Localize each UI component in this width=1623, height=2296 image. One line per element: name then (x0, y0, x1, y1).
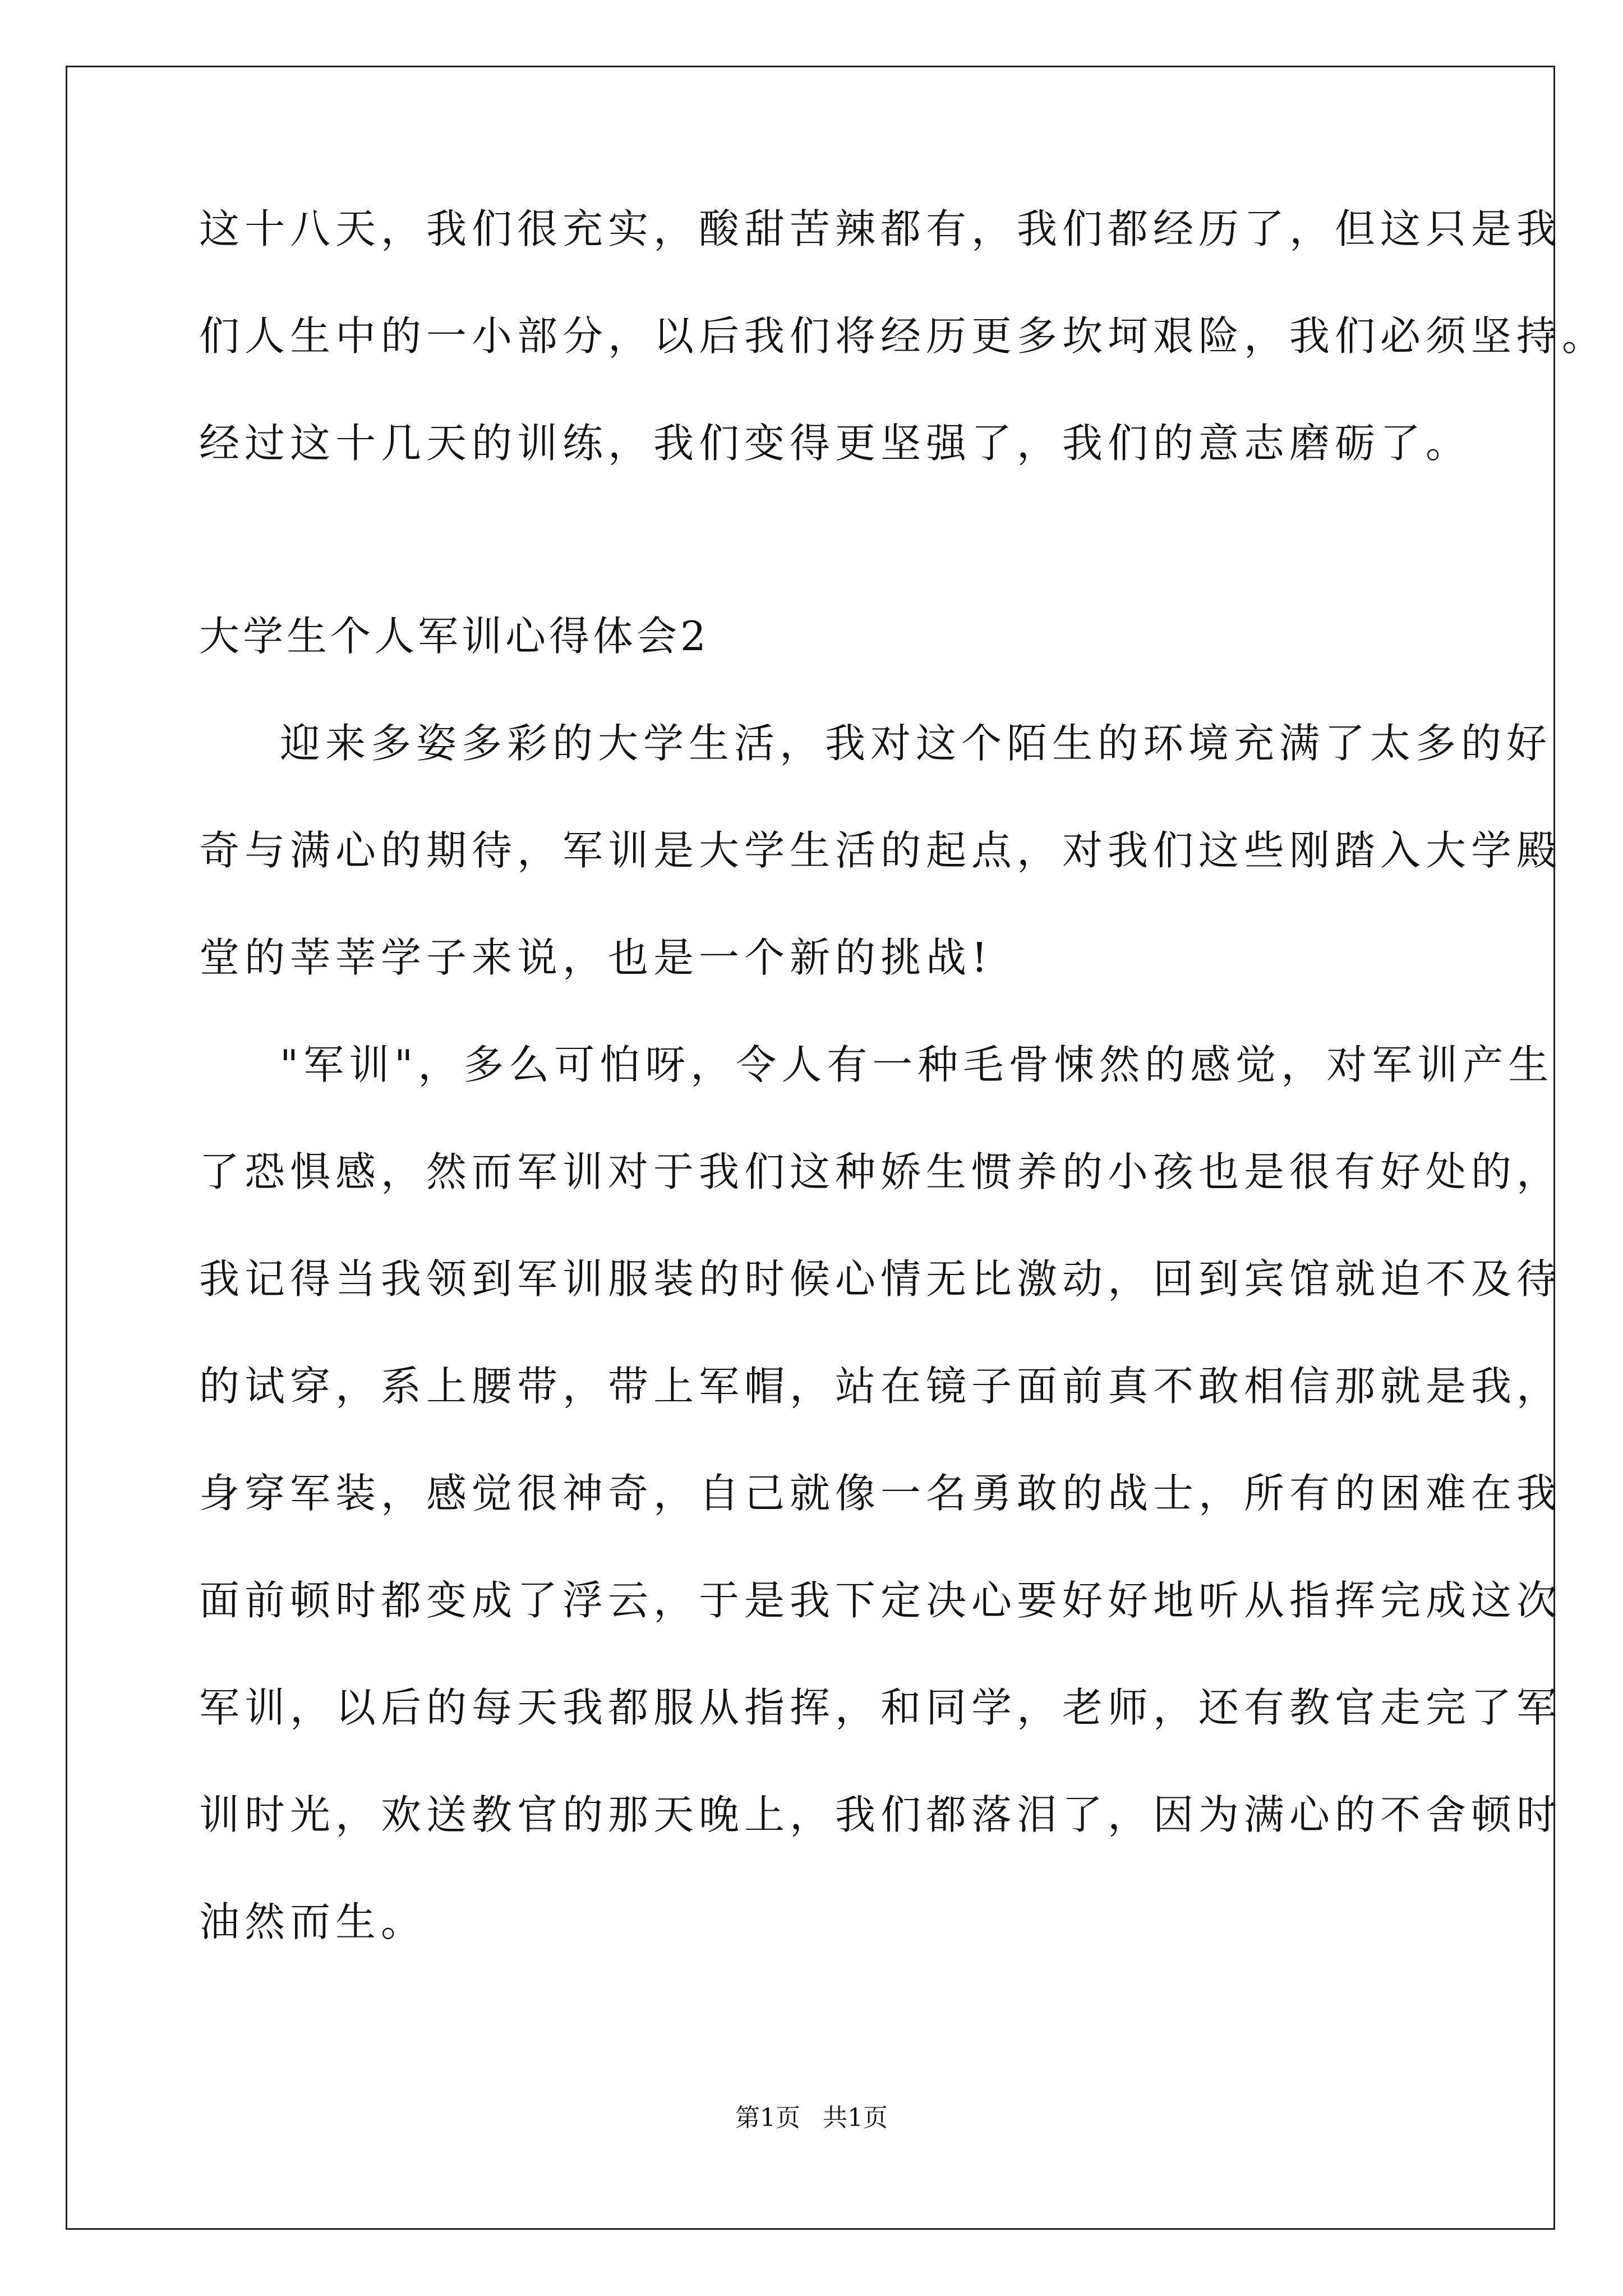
text-line: 我记得当我领到军训服装的时候心情无比激动，回到宾馆就迫不及待 (199, 1255, 1562, 1303)
page-footer (0, 2102, 1623, 2134)
text-line: "军训"，多么可怕呀，令人有一种毛骨悚然的感觉，对军训产生 (280, 1041, 1554, 1088)
paragraph-3 (199, 1038, 1562, 1949)
paragraph-1 (199, 202, 1608, 470)
text-line: 经过这十几天的训练，我们变得更坚强了，我们的意志磨砺了。 (199, 420, 1472, 467)
text-line: 油然而生。 (199, 1898, 427, 1945)
text-line: 迎来多姿多彩的大学生活，我对这个陌生的环境充满了太多的好 (280, 720, 1552, 767)
text-line: 了恐惧感，然而军训对于我们这种娇生惯养的小孩也是很有好处的， (199, 1148, 1562, 1195)
paragraph-2 (199, 716, 1562, 984)
text-line: 军训，以后的每天我都服从指挥，和同学，老师，还有教官走完了军 (199, 1684, 1562, 1731)
text-line: 堂的莘莘学子来说，也是一个新的挑战! (199, 934, 993, 981)
text-line: 这十八天，我们很充实，酸甜苦辣都有，我们都经历了，但这只是我 (199, 205, 1562, 252)
text-line: 们人生中的一小部分，以后我们将经历更多坎坷艰险，我们必须坚持。 (199, 312, 1608, 360)
page-total: 共1页 (823, 2104, 888, 2132)
page-number: 第1页 (735, 2104, 800, 2132)
text-line: 面前顿时都变成了浮云，于是我下定决心要好好地听从指挥完成这次 (199, 1577, 1562, 1624)
text-line: 训时光，欢送教官的那天晚上，我们都落泪了，因为满心的不舍顿时 (199, 1791, 1562, 1838)
section-heading: 大学生个人军训心得体会2 (199, 613, 709, 660)
text-line: 奇与满心的期待，军训是大学生活的起点，对我们这些刚踏入大学殿 (199, 827, 1562, 874)
document-body (199, 202, 1608, 2002)
text-line: 身穿军装，感觉很神奇，自己就像一名勇敢的战士，所有的困难在我 (199, 1470, 1562, 1517)
text-line: 的试穿，系上腰带，带上军帽，站在镜子面前真不敢相信那就是我， (199, 1363, 1562, 1410)
